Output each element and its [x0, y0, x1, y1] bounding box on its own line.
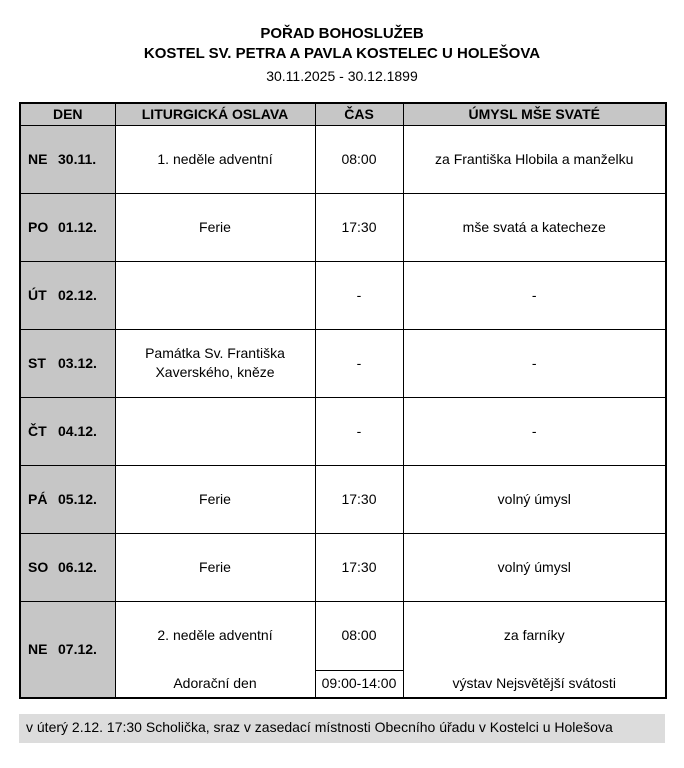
celebration-primary: 2. neděle adventní	[157, 627, 273, 644]
day-abbr: NE	[28, 151, 48, 167]
time-cell: -	[315, 261, 403, 329]
celebration-cell: Památka Sv. Františka Xaverského, kněze	[115, 329, 315, 397]
celebration-cell: Ferie	[115, 193, 315, 261]
day-cell	[20, 533, 115, 601]
day-cell	[20, 193, 115, 261]
day-cell	[20, 125, 115, 193]
celebration-cell: 1. neděle adventní	[115, 125, 315, 193]
table-row	[20, 601, 666, 698]
day-date: 02.12.	[58, 287, 97, 303]
time-cell	[315, 601, 403, 698]
day-abbr: PO	[28, 219, 49, 235]
time-cell: -	[315, 329, 403, 397]
table-row	[20, 397, 666, 465]
intention-cell: za Františka Hlobila a manželku	[403, 125, 666, 193]
time-secondary: 09:00-14:00	[316, 670, 403, 697]
day-date: 30.11.	[58, 151, 97, 167]
footer-note: v úterý 2.12. 17:30 Scholička, sraz v zasedací místnosti Obecního úřadu v Kostelci u Holešova	[19, 714, 665, 744]
table-row	[20, 125, 666, 193]
column-header-intention: ÚMYSL MŠE SVATÉ	[403, 103, 666, 125]
time-cell: 08:00	[315, 125, 403, 193]
day-date: 01.12.	[58, 219, 97, 235]
intention-cell: -	[403, 397, 666, 465]
day-date: 07.12.	[58, 641, 97, 657]
intention-cell: volný úmysl	[403, 465, 666, 533]
day-date: 04.12.	[58, 423, 97, 439]
document-header	[19, 24, 665, 86]
time-primary: 08:00	[341, 627, 377, 644]
table-row	[20, 193, 666, 261]
table-row	[20, 329, 666, 397]
intention-secondary: výstav Nejsvětější svátosti	[452, 674, 616, 691]
day-cell	[20, 261, 115, 329]
time-cell: 17:30	[315, 533, 403, 601]
intention-primary: za farníky	[503, 627, 565, 644]
day-cell	[20, 397, 115, 465]
intention-cell: -	[403, 329, 666, 397]
intention-cell: mše svatá a katecheze	[403, 193, 666, 261]
intention-cell	[403, 601, 666, 698]
celebration-cell	[115, 601, 315, 698]
celebration-cell: Ferie	[115, 465, 315, 533]
intention-cell: volný úmysl	[403, 533, 666, 601]
column-header-time: ČAS	[315, 103, 403, 125]
column-header-celebration: LITURGICKÁ OSLAVA	[115, 103, 315, 125]
table-row	[20, 261, 666, 329]
time-cell: -	[315, 397, 403, 465]
celebration-cell	[115, 397, 315, 465]
day-date: 06.12.	[58, 559, 97, 575]
time-cell: 17:30	[315, 193, 403, 261]
table-header-row	[20, 103, 666, 125]
day-abbr: PÁ	[28, 491, 48, 507]
celebration-cell: Ferie	[115, 533, 315, 601]
church-name: KOSTEL SV. PETRA A PAVLA KOSTELEC U HOLEŠOVA	[143, 45, 541, 62]
day-cell	[20, 329, 115, 397]
table-row	[20, 465, 666, 533]
column-header-day: DEN	[20, 103, 115, 125]
date-range: 30.11.2025 - 30.12.1899	[266, 68, 418, 84]
celebration-cell	[115, 261, 315, 329]
day-abbr: SO	[28, 559, 49, 575]
time-cell: 17:30	[315, 465, 403, 533]
day-date: 05.12.	[58, 491, 97, 507]
celebration-secondary: Adorační den	[173, 674, 257, 691]
day-date: 03.12.	[58, 355, 97, 371]
intention-cell: -	[403, 261, 666, 329]
day-abbr: NE	[28, 641, 48, 657]
day-abbr: ČT	[28, 423, 47, 439]
day-abbr: ÚT	[28, 287, 47, 303]
day-abbr: ST	[28, 355, 46, 371]
table-row	[20, 533, 666, 601]
schedule-table	[19, 102, 667, 699]
day-cell	[20, 601, 115, 698]
document-title: POŘAD BOHOSLUŽEB	[260, 25, 424, 42]
day-cell	[20, 465, 115, 533]
